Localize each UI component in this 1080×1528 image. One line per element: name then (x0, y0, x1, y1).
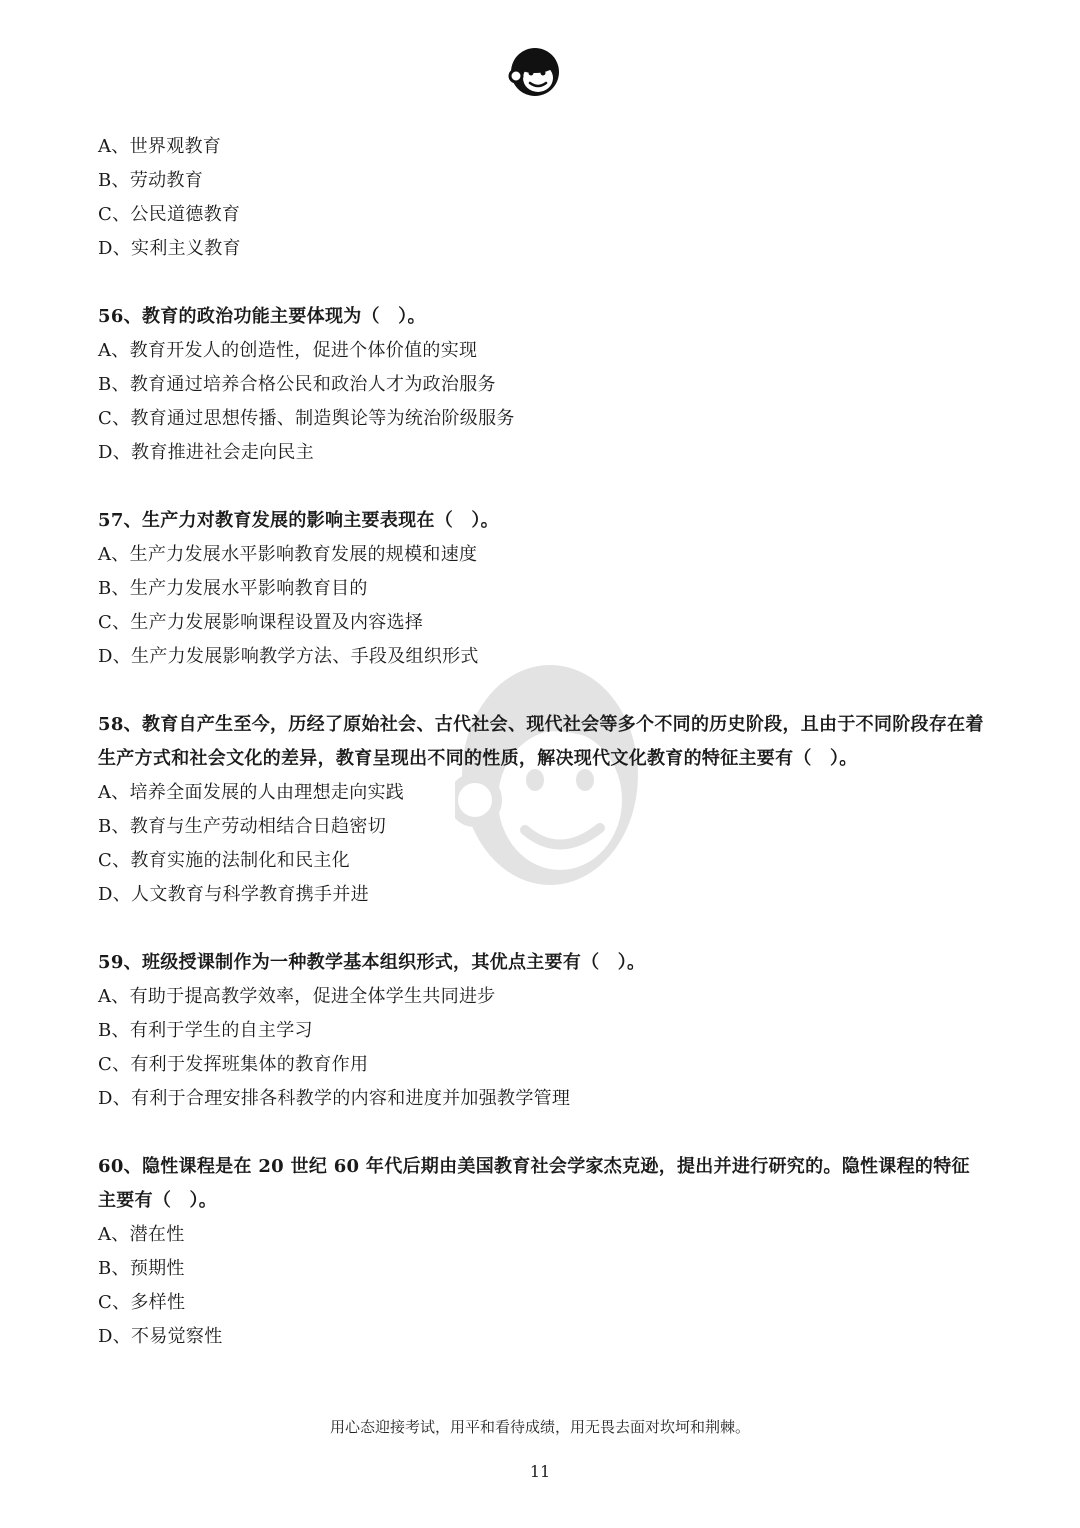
option: C、多样性 (98, 1292, 186, 1313)
question-text: 57、生产力对教育发展的影响主要表现在（ ）。 (98, 510, 499, 531)
option: D、实利主义教育 (98, 238, 241, 259)
question-list (98, 130, 988, 1354)
option: C、生产力发展影响课程设置及内容选择 (98, 612, 424, 633)
option: A、世界观教育 (98, 136, 222, 157)
question-59 (98, 946, 988, 1116)
page-number: 11 (529, 1462, 551, 1481)
option: D、有利于合理安排各科教学的内容和进度并加强教学管理 (98, 1088, 571, 1109)
option: D、生产力发展影响教学方法、手段及组织形式 (98, 646, 479, 667)
top-options (98, 130, 988, 266)
option: C、教育通过思想传播、制造舆论等为统治阶级服务 (98, 408, 515, 429)
footer-motto: 用心态迎接考试，用平和看待成绩，用无畏去面对坎坷和荆棘。 (329, 1418, 750, 1436)
option: A、潜在性 (98, 1224, 185, 1245)
monkey-mascot-icon (505, 40, 565, 100)
option: A、有助于提高教学效率，促进全体学生共同进步 (98, 986, 496, 1007)
question-58 (98, 708, 988, 912)
option: C、教育实施的法制化和民主化 (98, 850, 350, 871)
question-text: 56、教育的政治功能主要体现为（ ）。 (98, 306, 426, 327)
option: D、人文教育与科学教育携手并进 (98, 884, 369, 905)
option: B、有利于学生的自主学习 (98, 1020, 313, 1041)
option: C、公民道德教育 (98, 204, 241, 225)
option: C、有利于发挥班集体的教育作用 (98, 1054, 369, 1075)
question-text: 58、教育自产生至今，历经了原始社会、古代社会、现代社会等多个不同的历史阶段，且由于不同阶段存在着生产方式和社会文化的差异，教育呈现出不同的性质，解决现代文化教育的特征主要有（ ）。 (98, 714, 984, 769)
option: D、教育推进社会走向民主 (98, 442, 315, 463)
option: A、教育开发人的创造性，促进个体价值的实现 (98, 340, 478, 361)
question-56 (98, 300, 988, 470)
option: B、劳动教育 (98, 170, 204, 191)
question-text: 59、班级授课制作为一种教学基本组织形式，其优点主要有（ ）。 (98, 952, 646, 973)
option: D、不易觉察性 (98, 1326, 223, 1347)
option: B、预期性 (98, 1258, 185, 1279)
option: B、教育与生产劳动相结合日趋密切 (98, 816, 387, 837)
question-57 (98, 504, 988, 674)
question-text: 60、隐性课程是在 20 世纪 60 年代后期由美国教育社会学家杰克逊，提出并进行研究的。隐性课程的特征主要有（ ）。 (98, 1156, 970, 1211)
question-60 (98, 1150, 988, 1354)
option: B、教育通过培养合格公民和政治人才为政治服务 (98, 374, 496, 395)
option: A、生产力发展水平影响教育发展的规模和速度 (98, 544, 478, 565)
option: A、培养全面发展的人由理想走向实践 (98, 782, 405, 803)
option: B、生产力发展水平影响教育目的 (98, 578, 368, 599)
